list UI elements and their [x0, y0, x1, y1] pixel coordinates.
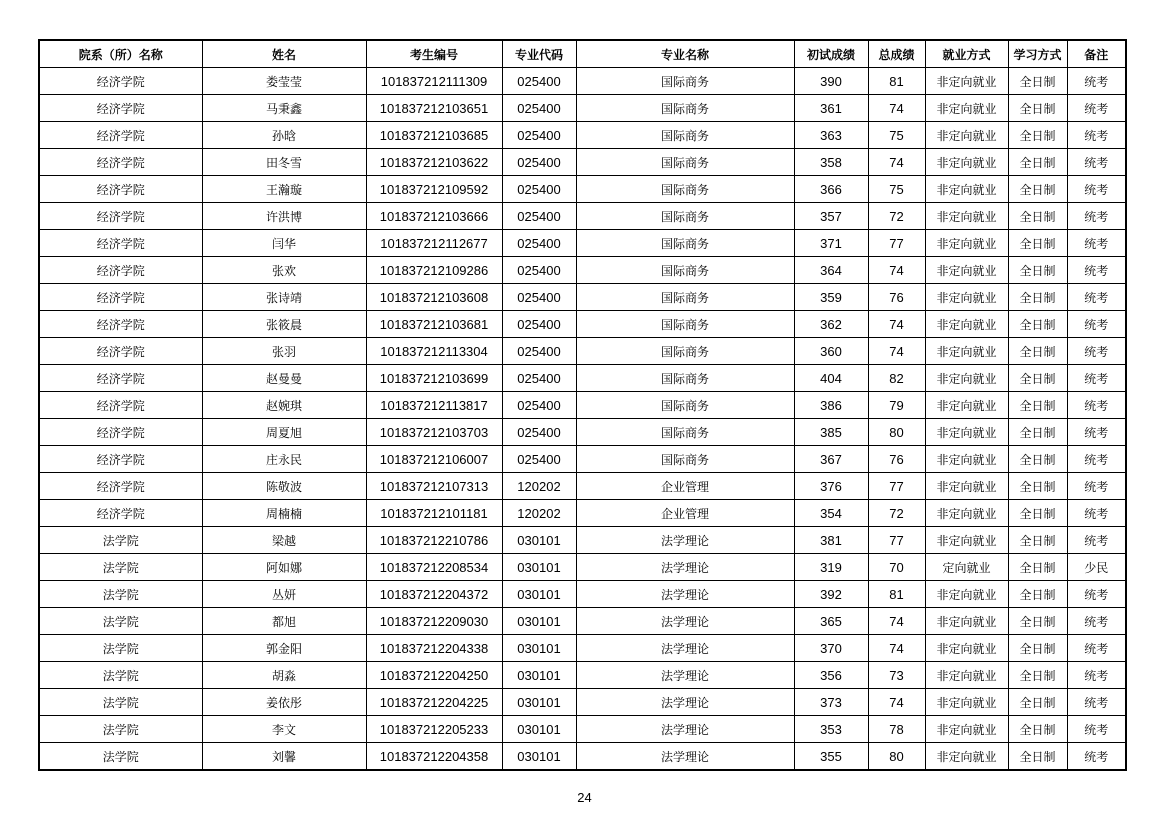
cell-major-code: 030101 — [502, 743, 576, 771]
cell-department: 法学院 — [39, 716, 202, 743]
cell-remarks: 统考 — [1067, 446, 1126, 473]
cell-remarks: 统考 — [1067, 635, 1126, 662]
cell-candidate-id: 101837212106007 — [366, 446, 502, 473]
cell-department: 经济学院 — [39, 257, 202, 284]
cell-initial-score: 404 — [794, 365, 868, 392]
table-row — [39, 554, 1126, 581]
cell-major-code: 025400 — [502, 257, 576, 284]
cell-department: 法学院 — [39, 662, 202, 689]
cell-major-name: 法学理论 — [576, 743, 794, 771]
cell-major-code: 025400 — [502, 95, 576, 122]
cell-employment-type: 非定向就业 — [925, 95, 1008, 122]
admission-list-table — [38, 39, 1127, 771]
cell-department: 经济学院 — [39, 392, 202, 419]
cell-study-mode: 全日制 — [1008, 338, 1067, 365]
cell-candidate-id: 101837212103651 — [366, 95, 502, 122]
table-row — [39, 95, 1126, 122]
cell-study-mode: 全日制 — [1008, 608, 1067, 635]
cell-candidate-id: 101837212109286 — [366, 257, 502, 284]
cell-department: 经济学院 — [39, 230, 202, 257]
cell-name: 阿如娜 — [202, 554, 366, 581]
table-row — [39, 284, 1126, 311]
cell-remarks: 统考 — [1067, 365, 1126, 392]
cell-department: 经济学院 — [39, 311, 202, 338]
cell-total-score: 70 — [868, 554, 925, 581]
cell-total-score: 74 — [868, 635, 925, 662]
cell-candidate-id: 101837212204372 — [366, 581, 502, 608]
cell-name: 许洪博 — [202, 203, 366, 230]
cell-major-code: 025400 — [502, 68, 576, 95]
cell-department: 经济学院 — [39, 122, 202, 149]
cell-major-name: 国际商务 — [576, 230, 794, 257]
cell-candidate-id: 101837212204358 — [366, 743, 502, 771]
cell-major-name: 国际商务 — [576, 446, 794, 473]
cell-employment-type: 非定向就业 — [925, 230, 1008, 257]
cell-candidate-id: 101837212103699 — [366, 365, 502, 392]
cell-employment-type: 非定向就业 — [925, 311, 1008, 338]
cell-name: 姜依彤 — [202, 689, 366, 716]
cell-remarks: 统考 — [1067, 581, 1126, 608]
cell-total-score: 78 — [868, 716, 925, 743]
cell-employment-type: 非定向就业 — [925, 203, 1008, 230]
table-row — [39, 662, 1126, 689]
cell-name: 赵曼曼 — [202, 365, 366, 392]
table-row — [39, 446, 1126, 473]
cell-initial-score: 392 — [794, 581, 868, 608]
cell-employment-type: 定向就业 — [925, 554, 1008, 581]
cell-department: 法学院 — [39, 554, 202, 581]
cell-major-code: 025400 — [502, 446, 576, 473]
cell-employment-type: 非定向就业 — [925, 581, 1008, 608]
cell-employment-type: 非定向就业 — [925, 716, 1008, 743]
table-row — [39, 311, 1126, 338]
cell-initial-score: 363 — [794, 122, 868, 149]
header-initial-score: 初试成绩 — [794, 40, 868, 68]
cell-study-mode: 全日制 — [1008, 500, 1067, 527]
cell-candidate-id: 101837212103608 — [366, 284, 502, 311]
cell-remarks: 统考 — [1067, 500, 1126, 527]
cell-initial-score: 354 — [794, 500, 868, 527]
cell-major-name: 国际商务 — [576, 95, 794, 122]
cell-total-score: 74 — [868, 95, 925, 122]
cell-study-mode: 全日制 — [1008, 581, 1067, 608]
cell-name: 李文 — [202, 716, 366, 743]
cell-remarks: 统考 — [1067, 149, 1126, 176]
cell-remarks: 统考 — [1067, 662, 1126, 689]
cell-study-mode: 全日制 — [1008, 743, 1067, 771]
cell-name: 梁越 — [202, 527, 366, 554]
cell-major-code: 025400 — [502, 122, 576, 149]
cell-total-score: 75 — [868, 176, 925, 203]
cell-total-score: 74 — [868, 257, 925, 284]
cell-employment-type: 非定向就业 — [925, 365, 1008, 392]
cell-initial-score: 367 — [794, 446, 868, 473]
cell-total-score: 74 — [868, 689, 925, 716]
cell-employment-type: 非定向就业 — [925, 446, 1008, 473]
cell-remarks: 统考 — [1067, 392, 1126, 419]
cell-remarks: 统考 — [1067, 716, 1126, 743]
cell-candidate-id: 101837212103703 — [366, 419, 502, 446]
cell-candidate-id: 101837212101181 — [366, 500, 502, 527]
cell-employment-type: 非定向就业 — [925, 338, 1008, 365]
cell-name: 张欢 — [202, 257, 366, 284]
cell-major-name: 国际商务 — [576, 419, 794, 446]
cell-study-mode: 全日制 — [1008, 149, 1067, 176]
cell-initial-score: 358 — [794, 149, 868, 176]
cell-employment-type: 非定向就业 — [925, 176, 1008, 203]
cell-employment-type: 非定向就业 — [925, 392, 1008, 419]
cell-total-score: 80 — [868, 743, 925, 771]
table-row — [39, 149, 1126, 176]
header-remarks: 备注 — [1067, 40, 1126, 68]
cell-initial-score: 364 — [794, 257, 868, 284]
header-study-mode: 学习方式 — [1008, 40, 1067, 68]
cell-major-code: 030101 — [502, 635, 576, 662]
cell-study-mode: 全日制 — [1008, 689, 1067, 716]
cell-study-mode: 全日制 — [1008, 635, 1067, 662]
table-row — [39, 635, 1126, 662]
cell-candidate-id: 101837212112677 — [366, 230, 502, 257]
cell-name: 赵婉琪 — [202, 392, 366, 419]
table-row — [39, 473, 1126, 500]
cell-remarks: 统考 — [1067, 338, 1126, 365]
cell-name: 周楠楠 — [202, 500, 366, 527]
cell-major-code: 030101 — [502, 662, 576, 689]
cell-initial-score: 386 — [794, 392, 868, 419]
cell-department: 经济学院 — [39, 473, 202, 500]
cell-name: 张诗靖 — [202, 284, 366, 311]
cell-candidate-id: 101837212113817 — [366, 392, 502, 419]
cell-study-mode: 全日制 — [1008, 662, 1067, 689]
cell-department: 经济学院 — [39, 68, 202, 95]
cell-department: 法学院 — [39, 635, 202, 662]
table-row — [39, 338, 1126, 365]
cell-remarks: 统考 — [1067, 419, 1126, 446]
cell-total-score: 74 — [868, 311, 925, 338]
header-major-name: 专业名称 — [576, 40, 794, 68]
cell-name: 丛妍 — [202, 581, 366, 608]
cell-employment-type: 非定向就业 — [925, 473, 1008, 500]
cell-major-code: 025400 — [502, 392, 576, 419]
cell-total-score: 73 — [868, 662, 925, 689]
cell-major-name: 法学理论 — [576, 527, 794, 554]
cell-remarks: 统考 — [1067, 68, 1126, 95]
cell-initial-score: 361 — [794, 95, 868, 122]
cell-department: 经济学院 — [39, 149, 202, 176]
cell-department: 法学院 — [39, 581, 202, 608]
cell-remarks: 统考 — [1067, 230, 1126, 257]
cell-study-mode: 全日制 — [1008, 446, 1067, 473]
cell-study-mode: 全日制 — [1008, 473, 1067, 500]
cell-remarks: 统考 — [1067, 473, 1126, 500]
cell-initial-score: 355 — [794, 743, 868, 771]
cell-study-mode: 全日制 — [1008, 68, 1067, 95]
cell-remarks: 统考 — [1067, 311, 1126, 338]
page-number: 24 — [577, 790, 592, 805]
cell-department: 经济学院 — [39, 284, 202, 311]
cell-major-code: 025400 — [502, 311, 576, 338]
cell-total-score: 81 — [868, 68, 925, 95]
cell-major-name: 法学理论 — [576, 662, 794, 689]
cell-candidate-id: 101837212204250 — [366, 662, 502, 689]
table-row — [39, 527, 1126, 554]
cell-major-code: 030101 — [502, 689, 576, 716]
cell-initial-score: 356 — [794, 662, 868, 689]
cell-employment-type: 非定向就业 — [925, 500, 1008, 527]
cell-total-score: 77 — [868, 527, 925, 554]
cell-study-mode: 全日制 — [1008, 419, 1067, 446]
table-row — [39, 122, 1126, 149]
cell-major-name: 法学理论 — [576, 554, 794, 581]
cell-employment-type: 非定向就业 — [925, 635, 1008, 662]
table-row — [39, 203, 1126, 230]
cell-candidate-id: 101837212204338 — [366, 635, 502, 662]
cell-department: 法学院 — [39, 743, 202, 771]
cell-candidate-id: 101837212113304 — [366, 338, 502, 365]
cell-name: 胡淼 — [202, 662, 366, 689]
cell-name: 孙晗 — [202, 122, 366, 149]
cell-initial-score: 319 — [794, 554, 868, 581]
cell-remarks: 统考 — [1067, 527, 1126, 554]
header-department: 院系（所）名称 — [39, 40, 202, 68]
cell-remarks: 统考 — [1067, 257, 1126, 284]
cell-study-mode: 全日制 — [1008, 716, 1067, 743]
cell-initial-score: 357 — [794, 203, 868, 230]
cell-name: 马秉鑫 — [202, 95, 366, 122]
cell-candidate-id: 101837212205233 — [366, 716, 502, 743]
table-row — [39, 257, 1126, 284]
cell-remarks: 统考 — [1067, 689, 1126, 716]
cell-major-code: 120202 — [502, 500, 576, 527]
cell-major-name: 国际商务 — [576, 122, 794, 149]
cell-total-score: 76 — [868, 446, 925, 473]
cell-major-code: 030101 — [502, 716, 576, 743]
cell-total-score: 72 — [868, 500, 925, 527]
cell-name: 田冬雪 — [202, 149, 366, 176]
table-row — [39, 689, 1126, 716]
cell-initial-score: 385 — [794, 419, 868, 446]
cell-study-mode: 全日制 — [1008, 95, 1067, 122]
cell-major-name: 国际商务 — [576, 284, 794, 311]
cell-remarks: 统考 — [1067, 608, 1126, 635]
cell-study-mode: 全日制 — [1008, 230, 1067, 257]
cell-department: 经济学院 — [39, 338, 202, 365]
cell-study-mode: 全日制 — [1008, 176, 1067, 203]
table-row — [39, 68, 1126, 95]
cell-major-code: 025400 — [502, 419, 576, 446]
cell-employment-type: 非定向就业 — [925, 122, 1008, 149]
cell-major-name: 国际商务 — [576, 365, 794, 392]
cell-total-score: 77 — [868, 230, 925, 257]
cell-department: 经济学院 — [39, 176, 202, 203]
cell-total-score: 76 — [868, 284, 925, 311]
cell-major-name: 法学理论 — [576, 635, 794, 662]
cell-employment-type: 非定向就业 — [925, 662, 1008, 689]
cell-department: 法学院 — [39, 689, 202, 716]
cell-candidate-id: 101837212208534 — [366, 554, 502, 581]
cell-name: 刘馨 — [202, 743, 366, 771]
cell-total-score: 82 — [868, 365, 925, 392]
cell-candidate-id: 101837212103681 — [366, 311, 502, 338]
cell-employment-type: 非定向就业 — [925, 743, 1008, 771]
cell-major-code: 030101 — [502, 527, 576, 554]
cell-total-score: 72 — [868, 203, 925, 230]
cell-major-code: 025400 — [502, 284, 576, 311]
cell-major-name: 企业管理 — [576, 500, 794, 527]
cell-total-score: 74 — [868, 149, 925, 176]
cell-study-mode: 全日制 — [1008, 257, 1067, 284]
cell-department: 经济学院 — [39, 419, 202, 446]
table-row — [39, 500, 1126, 527]
cell-name: 王瀚璇 — [202, 176, 366, 203]
header-employment-type: 就业方式 — [925, 40, 1008, 68]
cell-employment-type: 非定向就业 — [925, 527, 1008, 554]
cell-candidate-id: 101837212109592 — [366, 176, 502, 203]
cell-major-code: 025400 — [502, 338, 576, 365]
cell-initial-score: 370 — [794, 635, 868, 662]
cell-total-score: 81 — [868, 581, 925, 608]
table-row — [39, 392, 1126, 419]
cell-major-name: 国际商务 — [576, 338, 794, 365]
cell-remarks: 统考 — [1067, 176, 1126, 203]
cell-major-code: 030101 — [502, 554, 576, 581]
cell-name: 张筱晨 — [202, 311, 366, 338]
cell-name: 庄永民 — [202, 446, 366, 473]
cell-name: 娄莹莹 — [202, 68, 366, 95]
cell-total-score: 74 — [868, 338, 925, 365]
cell-initial-score: 390 — [794, 68, 868, 95]
cell-name: 闫华 — [202, 230, 366, 257]
cell-major-name: 法学理论 — [576, 608, 794, 635]
cell-study-mode: 全日制 — [1008, 392, 1067, 419]
cell-initial-score: 353 — [794, 716, 868, 743]
cell-department: 经济学院 — [39, 365, 202, 392]
table-row — [39, 743, 1126, 771]
cell-initial-score: 365 — [794, 608, 868, 635]
cell-name: 周夏旭 — [202, 419, 366, 446]
cell-major-code: 025400 — [502, 365, 576, 392]
header-name: 姓名 — [202, 40, 366, 68]
cell-remarks: 统考 — [1067, 203, 1126, 230]
cell-major-name: 法学理论 — [576, 581, 794, 608]
header-total-score: 总成绩 — [868, 40, 925, 68]
cell-study-mode: 全日制 — [1008, 311, 1067, 338]
cell-department: 经济学院 — [39, 95, 202, 122]
cell-department: 经济学院 — [39, 203, 202, 230]
cell-study-mode: 全日制 — [1008, 365, 1067, 392]
cell-initial-score: 360 — [794, 338, 868, 365]
cell-major-name: 法学理论 — [576, 689, 794, 716]
table-header-row — [39, 40, 1126, 68]
cell-major-code: 025400 — [502, 203, 576, 230]
cell-major-name: 企业管理 — [576, 473, 794, 500]
cell-major-name: 法学理论 — [576, 716, 794, 743]
cell-total-score: 80 — [868, 419, 925, 446]
cell-major-name: 国际商务 — [576, 68, 794, 95]
cell-candidate-id: 101837212103622 — [366, 149, 502, 176]
cell-name: 张羽 — [202, 338, 366, 365]
cell-remarks: 统考 — [1067, 743, 1126, 771]
cell-initial-score: 371 — [794, 230, 868, 257]
cell-study-mode: 全日制 — [1008, 203, 1067, 230]
cell-candidate-id: 101837212103666 — [366, 203, 502, 230]
cell-name: 陈敬波 — [202, 473, 366, 500]
cell-study-mode: 全日制 — [1008, 122, 1067, 149]
cell-study-mode: 全日制 — [1008, 554, 1067, 581]
table-row — [39, 176, 1126, 203]
cell-name: 都旭 — [202, 608, 366, 635]
cell-remarks: 统考 — [1067, 284, 1126, 311]
table-row — [39, 608, 1126, 635]
cell-employment-type: 非定向就业 — [925, 149, 1008, 176]
cell-employment-type: 非定向就业 — [925, 608, 1008, 635]
table-row — [39, 581, 1126, 608]
table-row — [39, 419, 1126, 446]
header-major-code: 专业代码 — [502, 40, 576, 68]
cell-study-mode: 全日制 — [1008, 284, 1067, 311]
cell-major-code: 120202 — [502, 473, 576, 500]
cell-remarks: 少民 — [1067, 554, 1126, 581]
cell-total-score: 77 — [868, 473, 925, 500]
table-row — [39, 230, 1126, 257]
cell-study-mode: 全日制 — [1008, 527, 1067, 554]
cell-department: 经济学院 — [39, 446, 202, 473]
cell-candidate-id: 101837212209030 — [366, 608, 502, 635]
cell-employment-type: 非定向就业 — [925, 68, 1008, 95]
header-candidate-id: 考生编号 — [366, 40, 502, 68]
cell-initial-score: 362 — [794, 311, 868, 338]
cell-major-code: 025400 — [502, 230, 576, 257]
cell-department: 法学院 — [39, 527, 202, 554]
cell-candidate-id: 101837212111309 — [366, 68, 502, 95]
cell-major-code: 025400 — [502, 176, 576, 203]
cell-total-score: 74 — [868, 608, 925, 635]
cell-major-name: 国际商务 — [576, 176, 794, 203]
cell-initial-score: 376 — [794, 473, 868, 500]
cell-major-name: 国际商务 — [576, 257, 794, 284]
cell-department: 法学院 — [39, 608, 202, 635]
cell-department: 经济学院 — [39, 500, 202, 527]
cell-candidate-id: 101837212107313 — [366, 473, 502, 500]
cell-initial-score: 359 — [794, 284, 868, 311]
cell-employment-type: 非定向就业 — [925, 419, 1008, 446]
cell-employment-type: 非定向就业 — [925, 284, 1008, 311]
cell-total-score: 79 — [868, 392, 925, 419]
cell-major-code: 030101 — [502, 608, 576, 635]
cell-major-name: 国际商务 — [576, 149, 794, 176]
cell-major-code: 030101 — [502, 581, 576, 608]
cell-major-name: 国际商务 — [576, 203, 794, 230]
cell-candidate-id: 101837212204225 — [366, 689, 502, 716]
cell-total-score: 75 — [868, 122, 925, 149]
cell-candidate-id: 101837212210786 — [366, 527, 502, 554]
cell-major-name: 国际商务 — [576, 392, 794, 419]
cell-remarks: 统考 — [1067, 95, 1126, 122]
cell-initial-score: 373 — [794, 689, 868, 716]
table-row — [39, 365, 1126, 392]
cell-initial-score: 381 — [794, 527, 868, 554]
cell-major-code: 025400 — [502, 149, 576, 176]
cell-remarks: 统考 — [1067, 122, 1126, 149]
table-row — [39, 716, 1126, 743]
cell-major-name: 国际商务 — [576, 311, 794, 338]
cell-employment-type: 非定向就业 — [925, 689, 1008, 716]
cell-name: 郭金阳 — [202, 635, 366, 662]
cell-employment-type: 非定向就业 — [925, 257, 1008, 284]
cell-candidate-id: 101837212103685 — [366, 122, 502, 149]
cell-initial-score: 366 — [794, 176, 868, 203]
